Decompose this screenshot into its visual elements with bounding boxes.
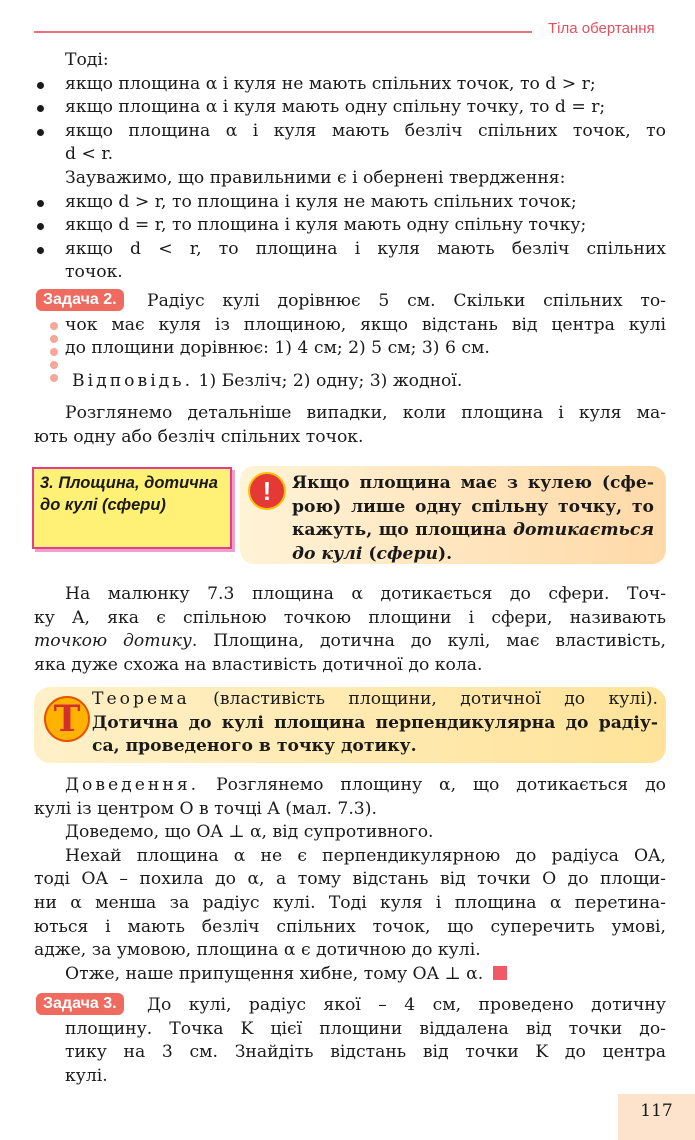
paragraph-line: ку A, яка є спільною точкою площини і сфери, називають [34, 607, 666, 628]
list-item: якщо площина α і куля не мають спільних точок, то d > r; [34, 73, 666, 97]
task-2-body [34, 290, 666, 393]
end-of-proof-square-icon [493, 966, 507, 980]
paragraph-line: яка дуже схожа на властивість дотичної до кола. [34, 654, 483, 675]
proof-line: ються і мають безліч спільних точок, що суперечить умові, [34, 916, 666, 937]
proof-line: Нехай площина α не є перпендикулярною до радіуса OA, [65, 845, 666, 866]
definition-text [292, 472, 654, 566]
answer-label: Відповідь. [72, 370, 194, 391]
remark-text: Зауважимо, що правильними є і обернені твердження: [65, 167, 566, 188]
task-3-line: тику на 3 см. Знайдіть відстань від точки K до центра [65, 1042, 666, 1063]
task-3-body [34, 994, 666, 1088]
definition-line: до кулі (сфери). [292, 543, 453, 564]
running-header: Тіла обертання [548, 20, 655, 37]
proof-line: Доведемо, що OA ⊥ α, від супротивного. [65, 822, 434, 843]
header-rule [34, 31, 532, 33]
paragraph-cases [34, 402, 666, 449]
intro-section [34, 49, 666, 285]
task-3-line: До кулі, радіус якої – 4 см, проведено дотичну [147, 995, 666, 1015]
task-2-answer [34, 370, 666, 394]
paragraph-line: точкою дотику. Площина, дотична до кулі, має властивість, [34, 631, 666, 652]
list-item: якщо d < r, то площина і куля мають безліч спільних [34, 238, 666, 262]
exclamation-icon: ! [248, 472, 286, 510]
definition-line: Якщо площина має з кулею (сфе- [292, 473, 654, 493]
proof-line: Доведення. Розглянемо площину α, що дотикається до [65, 775, 666, 795]
theorem-line: са, проведеного в точку дотику. [92, 736, 417, 757]
task-3-line: кулі. [65, 1065, 108, 1086]
intro-todi: Тоді: [65, 50, 109, 70]
list-item: якщо d > r, то площина і куля не мають спільних точок; [34, 191, 666, 215]
proof-line: кулі із центром O в точці A (мал. 7.3). [34, 798, 377, 819]
section-heading: 3. Площина, дотична до кулі (сфери) [40, 474, 218, 514]
answer-text: 1) Безліч; 2) одну; 3) жодної. [193, 370, 463, 391]
proof-line: Отже, наше припущення хибне, тому OA ⊥ α. [34, 963, 666, 987]
definition-line: кажуть, що площина дотикається [292, 520, 654, 541]
proof-line: адже, за умовою, площина α є дотичною до кулі. [34, 940, 481, 961]
paragraph-line: На малюнку 7.3 площина α дотикається до сфери. Точ- [65, 584, 666, 604]
list-item: якщо d = r, то площина і куля мають одну спільну точку; [34, 214, 666, 238]
task-3-badge: Задача 3. [36, 993, 124, 1015]
theorem-icon: T [44, 696, 90, 742]
list-item-continuation: d < r. [65, 144, 114, 165]
paragraph-line: Розглянемо детальніше випадки, коли площина і куля ма- [65, 403, 666, 423]
proof-section [34, 774, 666, 986]
page-number: 117 [618, 1094, 695, 1140]
list-item: якщо площина α і куля мають безліч спільних точок, то [34, 120, 666, 144]
proof-line: ни α менша за радіус кулі. Тоді куля і площина α перетина- [34, 892, 666, 913]
task-2-line: до площини дорівнює: 1) 4 см; 2) 5 см; 3) 6 см. [65, 338, 490, 359]
paragraph-line: ють одну або безліч спільних точок. [34, 426, 364, 447]
paragraph-tangent [34, 583, 666, 677]
task-2-line: чок має куля із площиною, якщо відстань від центра кулі [65, 314, 666, 335]
theorem-line: Теорема (властивість площини, дотичної до кулі). [92, 689, 658, 709]
proof-line: тоді OA – похила до α, а тому відстань від точки O до площи- [34, 869, 666, 890]
theorem-text [92, 688, 658, 759]
list-item-continuation: точок. [65, 262, 123, 283]
task-2-badge: Задача 2. [36, 289, 124, 311]
task-2-line: Радіус кулі дорівнює 5 см. Скільки спільних то- [147, 291, 666, 311]
theorem-line: Дотична до кулі площина перпендикулярна до радіу- [92, 712, 658, 733]
list-item: якщо площина α і куля мають одну спільну точку, то d = r; [34, 96, 666, 120]
task-3-line: площину. Точка K цієї площини віддалена від точки до- [65, 1018, 666, 1039]
definition-line: рою) лише одну спільну точку, то [292, 496, 654, 517]
